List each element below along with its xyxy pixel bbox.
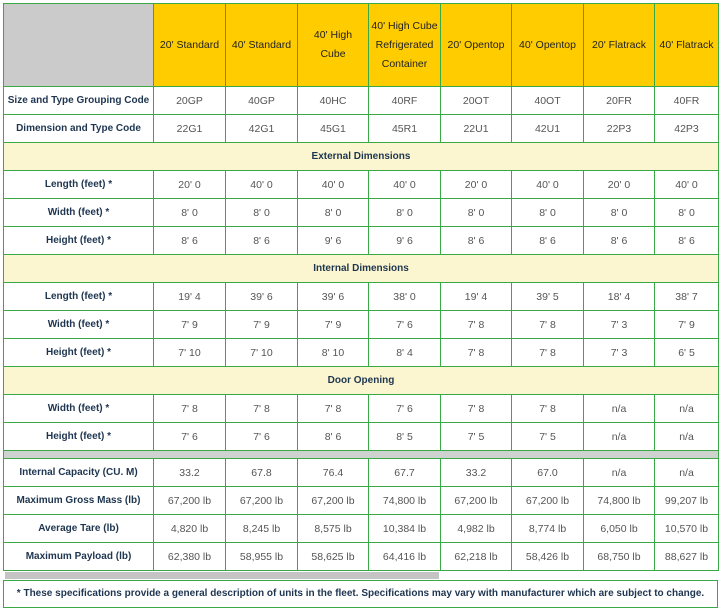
corner-cell	[4, 4, 154, 87]
table-cell: 7' 8	[441, 395, 512, 423]
horizontal-scrollbar[interactable]	[5, 572, 439, 579]
table-cell: 8' 10	[298, 339, 369, 367]
table-cell: 7' 8	[512, 339, 584, 367]
table-cell: 20' 0	[441, 171, 512, 199]
table-cell: 74,800 lb	[584, 487, 655, 515]
table-cell: 67.0	[512, 459, 584, 487]
header-row	[4, 4, 719, 87]
column-header: 20' Standard	[154, 4, 226, 87]
column-header: 20' Flatrack	[584, 4, 655, 87]
table-cell: 42U1	[512, 115, 584, 143]
table-cell: 40' 0	[226, 171, 298, 199]
table-row	[4, 395, 719, 423]
table-cell: 7' 8	[441, 339, 512, 367]
row-label: Maximum Payload (lb)	[4, 543, 154, 571]
table-cell: 67,200 lb	[226, 487, 298, 515]
table-cell: 68,750 lb	[584, 543, 655, 571]
table-cell: 20GP	[154, 87, 226, 115]
table-cell: 64,416 lb	[369, 543, 441, 571]
table-cell: 8' 0	[226, 199, 298, 227]
table-cell: 8,575 lb	[298, 515, 369, 543]
row-label: Dimension and Type Code	[4, 115, 154, 143]
table-cell: 40FR	[655, 87, 719, 115]
table-cell: 7' 6	[154, 423, 226, 451]
table-row	[4, 543, 719, 571]
table-row	[4, 87, 719, 115]
table-cell: 40' 0	[369, 171, 441, 199]
row-label: Width (feet) *	[4, 199, 154, 227]
table-cell: 8,774 lb	[512, 515, 584, 543]
row-label: Height (feet) *	[4, 339, 154, 367]
table-row	[4, 283, 719, 311]
section-header-row	[4, 143, 719, 171]
table-cell: 7' 8	[512, 311, 584, 339]
table-cell: 8' 6	[584, 227, 655, 255]
row-label: Length (feet) *	[4, 171, 154, 199]
table-cell: n/a	[655, 423, 719, 451]
table-cell: 42P3	[655, 115, 719, 143]
table-cell: 67,200 lb	[154, 487, 226, 515]
table-cell: 7' 9	[154, 311, 226, 339]
table-cell: n/a	[655, 459, 719, 487]
divider-cell	[4, 451, 719, 459]
table-cell: 8' 6	[226, 227, 298, 255]
column-header: 40' Flatrack	[655, 4, 719, 87]
table-cell: 8' 6	[512, 227, 584, 255]
container-spec-table	[3, 3, 719, 571]
table-cell: 7' 6	[226, 423, 298, 451]
table-cell: n/a	[584, 423, 655, 451]
table-cell: 67,200 lb	[298, 487, 369, 515]
table-cell: 62,218 lb	[441, 543, 512, 571]
row-label: Size and Type Grouping Code	[4, 87, 154, 115]
table-cell: 40' 0	[512, 171, 584, 199]
table-row	[4, 339, 719, 367]
column-header: 40' Opentop	[512, 4, 584, 87]
table-cell: 18' 4	[584, 283, 655, 311]
table-cell: 58,426 lb	[512, 543, 584, 571]
table-cell: 58,955 lb	[226, 543, 298, 571]
table-cell: 7' 9	[298, 311, 369, 339]
table-cell: 8' 0	[154, 199, 226, 227]
row-label: Height (feet) *	[4, 423, 154, 451]
row-label: Height (feet) *	[4, 227, 154, 255]
table-cell: 22G1	[154, 115, 226, 143]
table-cell: 8' 6	[298, 423, 369, 451]
table-cell: 19' 4	[154, 283, 226, 311]
table-cell: 8' 0	[512, 199, 584, 227]
column-header: 20' Opentop	[441, 4, 512, 87]
table-cell: 6' 5	[655, 339, 719, 367]
table-cell: 20' 0	[584, 171, 655, 199]
table-cell: 8' 6	[441, 227, 512, 255]
table-cell: 45R1	[369, 115, 441, 143]
table-cell: 7' 8	[298, 395, 369, 423]
table-cell: 10,570 lb	[655, 515, 719, 543]
table-row	[4, 171, 719, 199]
table-cell: 4,820 lb	[154, 515, 226, 543]
table-cell: 19' 4	[441, 283, 512, 311]
row-label: Average Tare (lb)	[4, 515, 154, 543]
table-cell: 8' 0	[441, 199, 512, 227]
row-label: Width (feet) *	[4, 395, 154, 423]
table-row	[4, 515, 719, 543]
table-cell: 7' 10	[226, 339, 298, 367]
table-row	[4, 459, 719, 487]
table-cell: 22U1	[441, 115, 512, 143]
table-cell: 45G1	[298, 115, 369, 143]
table-cell: n/a	[655, 395, 719, 423]
table-cell: 40OT	[512, 87, 584, 115]
table-cell: 6,050 lb	[584, 515, 655, 543]
table-cell: 7' 8	[441, 311, 512, 339]
table-cell: 67.8	[226, 459, 298, 487]
table-cell: 39' 6	[226, 283, 298, 311]
table-cell: 4,982 lb	[441, 515, 512, 543]
section-header-row	[4, 367, 719, 395]
table-cell: n/a	[584, 459, 655, 487]
table-cell: 58,625 lb	[298, 543, 369, 571]
table-row	[4, 115, 719, 143]
table-cell: 40HC	[298, 87, 369, 115]
footnote: * These specifications provide a general description of units in the fleet. Specifications may vary with manufacturer which are subject to change.	[3, 580, 718, 608]
section-header: Door Opening	[4, 367, 719, 395]
table-row	[4, 227, 719, 255]
table-cell: 7' 5	[441, 423, 512, 451]
table-cell: 88,627 lb	[655, 543, 719, 571]
table-cell: 67,200 lb	[512, 487, 584, 515]
table-row	[4, 487, 719, 515]
section-header: Internal Dimensions	[4, 255, 719, 283]
table-cell: 39' 5	[512, 283, 584, 311]
table-cell: n/a	[584, 395, 655, 423]
table-cell: 42G1	[226, 115, 298, 143]
table-cell: 7' 8	[154, 395, 226, 423]
table-cell: 33.2	[441, 459, 512, 487]
table-cell: 8' 0	[298, 199, 369, 227]
table-cell: 38' 7	[655, 283, 719, 311]
table-row	[4, 423, 719, 451]
table-cell: 7' 3	[584, 311, 655, 339]
table-cell: 7' 6	[369, 395, 441, 423]
table-cell: 7' 3	[584, 339, 655, 367]
row-label: Length (feet) *	[4, 283, 154, 311]
table-cell: 40GP	[226, 87, 298, 115]
table-cell: 9' 6	[298, 227, 369, 255]
table-cell: 20FR	[584, 87, 655, 115]
table-cell: 20' 0	[154, 171, 226, 199]
table-cell: 40RF	[369, 87, 441, 115]
section-header-row	[4, 255, 719, 283]
table-cell: 62,380 lb	[154, 543, 226, 571]
table-cell: 8,245 lb	[226, 515, 298, 543]
table-cell: 99,207 lb	[655, 487, 719, 515]
table-cell: 7' 9	[226, 311, 298, 339]
column-header: 40' High Cube Refrigerated Container	[369, 4, 441, 87]
table-cell: 7' 10	[154, 339, 226, 367]
section-divider	[4, 451, 719, 459]
table-cell: 9' 6	[369, 227, 441, 255]
table-cell: 7' 8	[512, 395, 584, 423]
table-cell: 7' 6	[369, 311, 441, 339]
table-cell: 10,384 lb	[369, 515, 441, 543]
table-cell: 76.4	[298, 459, 369, 487]
table-cell: 33.2	[154, 459, 226, 487]
table-cell: 8' 0	[655, 199, 719, 227]
table-cell: 38' 0	[369, 283, 441, 311]
table-cell: 20OT	[441, 87, 512, 115]
table-cell: 8' 6	[154, 227, 226, 255]
row-label: Width (feet) *	[4, 311, 154, 339]
table-cell: 8' 0	[584, 199, 655, 227]
table-cell: 8' 4	[369, 339, 441, 367]
table-row	[4, 311, 719, 339]
section-header: External Dimensions	[4, 143, 719, 171]
table-cell: 7' 8	[226, 395, 298, 423]
table-cell: 7' 5	[512, 423, 584, 451]
table-cell: 40' 0	[655, 171, 719, 199]
table-cell: 8' 0	[369, 199, 441, 227]
table-cell: 39' 6	[298, 283, 369, 311]
table-row	[4, 199, 719, 227]
table-cell: 8' 5	[369, 423, 441, 451]
table-cell: 22P3	[584, 115, 655, 143]
column-header: 40' Standard	[226, 4, 298, 87]
row-label: Maximum Gross Mass (lb)	[4, 487, 154, 515]
table-cell: 40' 0	[298, 171, 369, 199]
table-cell: 7' 9	[655, 311, 719, 339]
table-cell: 67,200 lb	[441, 487, 512, 515]
table-cell: 8' 6	[655, 227, 719, 255]
row-label: Internal Capacity (CU. M)	[4, 459, 154, 487]
table-cell: 74,800 lb	[369, 487, 441, 515]
table-cell: 67.7	[369, 459, 441, 487]
column-header: 40' High Cube	[298, 4, 369, 87]
